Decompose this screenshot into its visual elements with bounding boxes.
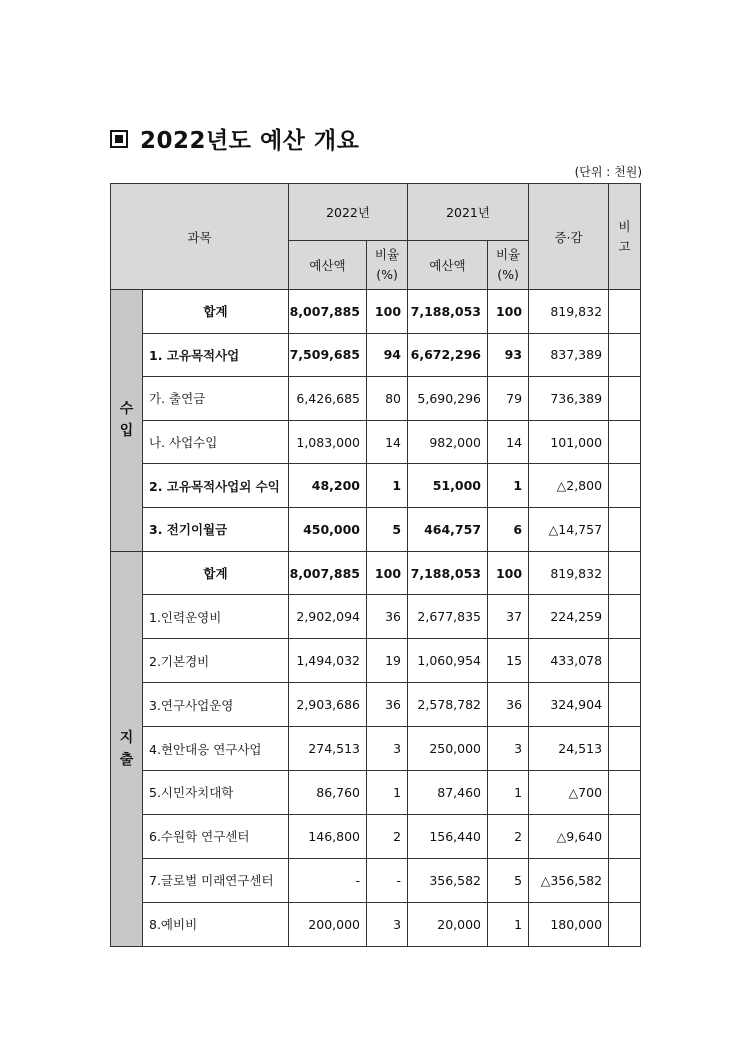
note-cell <box>609 858 641 902</box>
ratio-2021-cell: 93 <box>488 333 529 377</box>
amount-2021-cell: 7,188,053 <box>408 551 488 595</box>
note-cell <box>609 683 641 727</box>
ratio-2022-cell: 94 <box>367 333 408 377</box>
subject-header: 과목 <box>111 184 289 290</box>
ratio-2022-cell: 100 <box>367 551 408 595</box>
amount-2021-cell: 156,440 <box>408 814 488 858</box>
income-row <box>111 377 641 421</box>
change-cell: 101,000 <box>529 420 609 464</box>
amount-2022-cell: - <box>289 858 367 902</box>
amount-2021-cell: 51,000 <box>408 464 488 508</box>
budget-table <box>110 183 641 947</box>
amount-2022-cell: 6,426,685 <box>289 377 367 421</box>
income-section-label <box>111 290 143 552</box>
amount-2021-cell: 2,677,835 <box>408 595 488 639</box>
expense-row <box>111 814 641 858</box>
expense-row <box>111 902 641 946</box>
change-cell: 819,832 <box>529 551 609 595</box>
year-2021-header: 2021년 <box>408 184 529 241</box>
ratio-2021-cell: 36 <box>488 683 529 727</box>
change-cell: 819,832 <box>529 290 609 334</box>
expense-row <box>111 727 641 771</box>
amount-2022-cell: 274,513 <box>289 727 367 771</box>
note-cell <box>609 464 641 508</box>
amount-2022-cell: 1,494,032 <box>289 639 367 683</box>
amount-2021-cell: 356,582 <box>408 858 488 902</box>
ratio-2022-cell: 80 <box>367 377 408 421</box>
ratio-2022-cell: 100 <box>367 290 408 334</box>
row-label: 1. 고유목적사업 <box>143 333 289 377</box>
row-label: 2.기본경비 <box>143 639 289 683</box>
ratio-2021-cell: 5 <box>488 858 529 902</box>
row-label: 5.시민자치대학 <box>143 771 289 815</box>
ratio-2022-cell: - <box>367 858 408 902</box>
change-cell: △9,640 <box>529 814 609 858</box>
ratio-label: 비율 <box>495 247 521 262</box>
change-cell: △2,800 <box>529 464 609 508</box>
note-cell <box>609 551 641 595</box>
ratio-2021-cell: 3 <box>488 727 529 771</box>
page-title-block <box>110 122 359 155</box>
ratio-unit: (%) <box>497 267 519 282</box>
amount-2022-cell: 1,083,000 <box>289 420 367 464</box>
ratio-2022-cell: 1 <box>367 771 408 815</box>
row-label: 8.예비비 <box>143 902 289 946</box>
ratio-2022-cell: 14 <box>367 420 408 464</box>
ratio-2022-cell: 2 <box>367 814 408 858</box>
change-cell: 180,000 <box>529 902 609 946</box>
amount-2022-cell: 450,000 <box>289 507 367 551</box>
expense-row <box>111 551 641 595</box>
note-cell <box>609 902 641 946</box>
ratio-2022-cell: 19 <box>367 639 408 683</box>
amount-2022-cell: 200,000 <box>289 902 367 946</box>
note-cell <box>609 727 641 771</box>
income-row <box>111 333 641 377</box>
expense-section-label <box>111 551 143 946</box>
amount-2022-cell: 86,760 <box>289 771 367 815</box>
expense-row <box>111 639 641 683</box>
income-row <box>111 464 641 508</box>
ratio-2021-cell: 37 <box>488 595 529 639</box>
page-title: 2022년도 예산 개요 <box>140 128 360 154</box>
amount-2021-cell: 464,757 <box>408 507 488 551</box>
row-label: 나. 사업수입 <box>143 420 289 464</box>
note-header <box>609 184 641 290</box>
note-cell <box>609 377 641 421</box>
change-cell: △14,757 <box>529 507 609 551</box>
income-row <box>111 507 641 551</box>
note-header-char: 비 <box>618 218 631 234</box>
note-cell <box>609 333 641 377</box>
note-cell <box>609 639 641 683</box>
expense-row <box>111 858 641 902</box>
amount-2021-cell: 6,672,296 <box>408 333 488 377</box>
row-label: 합계 <box>143 290 289 334</box>
section-label-char: 지 <box>119 729 134 746</box>
row-label: 3.연구사업운영 <box>143 683 289 727</box>
note-cell <box>609 420 641 464</box>
ratio-2021-cell: 15 <box>488 639 529 683</box>
amount-2021-cell: 87,460 <box>408 771 488 815</box>
ratio-2021-header <box>488 241 529 290</box>
income-row <box>111 290 641 334</box>
ratio-2021-cell: 100 <box>488 290 529 334</box>
row-label: 가. 출연금 <box>143 377 289 421</box>
ratio-2022-header <box>367 241 408 290</box>
ratio-2022-cell: 36 <box>367 595 408 639</box>
amount-2021-cell: 982,000 <box>408 420 488 464</box>
amount-2022-cell: 48,200 <box>289 464 367 508</box>
change-header: 증·감 <box>529 184 609 290</box>
expense-row <box>111 771 641 815</box>
ratio-2021-cell: 1 <box>488 771 529 815</box>
change-cell: 324,904 <box>529 683 609 727</box>
ratio-label: 비율 <box>374 247 400 262</box>
ratio-2022-cell: 3 <box>367 727 408 771</box>
change-cell: △356,582 <box>529 858 609 902</box>
year-2022-header: 2022년 <box>289 184 408 241</box>
section-label-char: 출 <box>119 751 134 768</box>
ratio-2021-cell: 1 <box>488 902 529 946</box>
ratio-2021-cell: 100 <box>488 551 529 595</box>
note-cell <box>609 595 641 639</box>
ratio-2022-cell: 1 <box>367 464 408 508</box>
income-row <box>111 420 641 464</box>
ratio-2022-cell: 3 <box>367 902 408 946</box>
note-cell <box>609 771 641 815</box>
amount-2022-cell: 7,509,685 <box>289 333 367 377</box>
ratio-unit: (%) <box>376 267 398 282</box>
row-label: 7.글로벌 미래연구센터 <box>143 858 289 902</box>
row-label: 2. 고유목적사업외 수익 <box>143 464 289 508</box>
ratio-2021-cell: 1 <box>488 464 529 508</box>
note-cell <box>609 814 641 858</box>
amount-2022-cell: 8,007,885 <box>289 290 367 334</box>
change-cell: 433,078 <box>529 639 609 683</box>
amount-2021-cell: 1,060,954 <box>408 639 488 683</box>
amount-2021-header: 예산액 <box>408 241 488 290</box>
change-cell: 837,389 <box>529 333 609 377</box>
amount-2022-cell: 2,902,094 <box>289 595 367 639</box>
row-label: 6.수원학 연구센터 <box>143 814 289 858</box>
change-cell: 24,513 <box>529 727 609 771</box>
ratio-2021-cell: 2 <box>488 814 529 858</box>
amount-2022-cell: 146,800 <box>289 814 367 858</box>
note-cell <box>609 290 641 334</box>
ratio-2021-cell: 79 <box>488 377 529 421</box>
amount-2022-cell: 8,007,885 <box>289 551 367 595</box>
ratio-2022-cell: 5 <box>367 507 408 551</box>
section-label-char: 입 <box>119 423 134 440</box>
row-label: 4.현안대응 연구사업 <box>143 727 289 771</box>
row-label: 3. 전기이월금 <box>143 507 289 551</box>
header-row-1 <box>111 184 641 241</box>
section-label-char: 수 <box>119 401 134 418</box>
expense-row <box>111 683 641 727</box>
square-bullet-icon <box>110 130 128 148</box>
change-cell: 736,389 <box>529 377 609 421</box>
row-label: 합계 <box>143 551 289 595</box>
note-header-char: 고 <box>618 238 631 254</box>
expense-row <box>111 595 641 639</box>
ratio-2021-cell: 14 <box>488 420 529 464</box>
amount-2021-cell: 5,690,296 <box>408 377 488 421</box>
row-label: 1.인력운영비 <box>143 595 289 639</box>
note-cell <box>609 507 641 551</box>
amount-2022-cell: 2,903,686 <box>289 683 367 727</box>
amount-2021-cell: 20,000 <box>408 902 488 946</box>
ratio-2021-cell: 6 <box>488 507 529 551</box>
amount-2021-cell: 2,578,782 <box>408 683 488 727</box>
change-cell: △700 <box>529 771 609 815</box>
amount-2021-cell: 7,188,053 <box>408 290 488 334</box>
change-cell: 224,259 <box>529 595 609 639</box>
amount-2021-cell: 250,000 <box>408 727 488 771</box>
unit-note: (단위 : 천원) <box>574 165 642 179</box>
ratio-2022-cell: 36 <box>367 683 408 727</box>
amount-2022-header: 예산액 <box>289 241 367 290</box>
